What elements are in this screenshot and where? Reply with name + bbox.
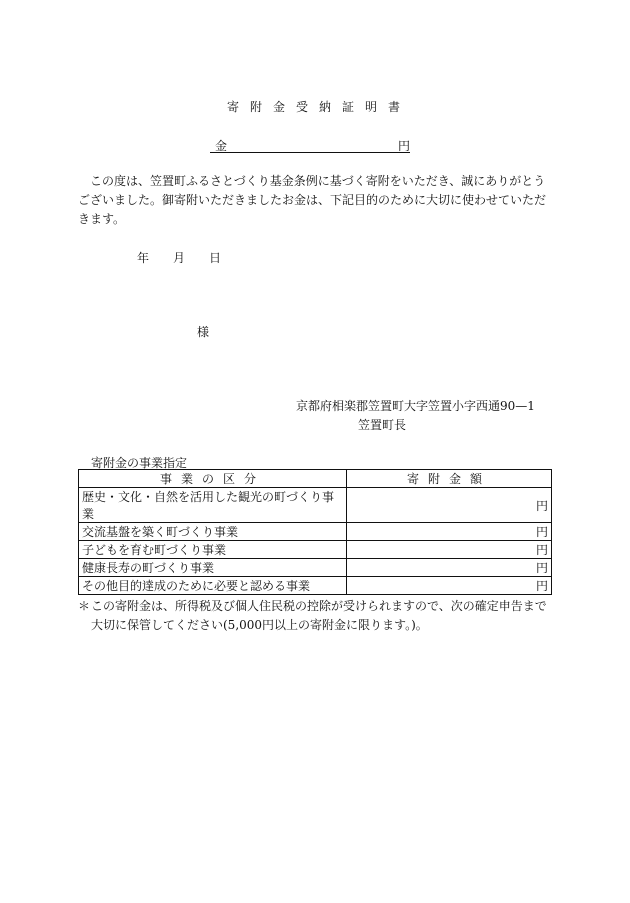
recipient-honorific: 様 <box>197 325 210 339</box>
table-row <box>79 559 552 577</box>
table-row <box>79 541 552 559</box>
note-asterisk: ＊ <box>78 599 91 613</box>
project-name: 交流基盤を築く町づくり事業 <box>79 523 347 541</box>
project-name: その他目的達成のために必要と認める事業 <box>79 577 347 595</box>
project-amount: 円 <box>347 577 552 595</box>
date-day: 日 <box>209 251 222 265</box>
project-amount: 円 <box>347 523 552 541</box>
note-text: この寄附金は、所得税及び個人住民税の控除が受けられますので、次の確定申告まで大切に保管してください(5,000円以上の寄附金に限ります。)。 <box>91 599 547 632</box>
date-line <box>137 249 221 266</box>
project-name: 子どもを育む町づくり事業 <box>79 541 347 559</box>
table-row <box>79 577 552 595</box>
amount-line <box>210 137 410 153</box>
header-amount: 寄附金額 <box>347 470 552 488</box>
project-amount: 円 <box>347 541 552 559</box>
project-table <box>78 469 552 595</box>
date-year: 年 <box>137 251 150 265</box>
project-name: 健康長寿の町づくり事業 <box>79 559 347 577</box>
project-amount: 円 <box>347 559 552 577</box>
date-month: 月 <box>173 251 186 265</box>
table-row <box>79 523 552 541</box>
project-amount: 円 <box>347 488 552 523</box>
project-name: 歴史・文化・自然を活用した観光の町づくり事業 <box>79 488 347 523</box>
document-title: 寄附金受納証明書 <box>226 100 411 114</box>
table-caption: 寄附金の事業指定 <box>91 456 188 470</box>
issuer-address: 京都府相楽郡笠置町大字笠置小字西通90—1 <box>296 399 535 413</box>
header-category: 事業の区分 <box>79 470 347 488</box>
table-header-row <box>79 470 552 488</box>
amount-suffix: 円 <box>397 139 410 153</box>
thanks-paragraph: この度は、笠置町ふるさとづくり基金条例に基づく寄附をいただき、誠にありがとうございました。御寄附いただきましたお金は、下記目的のために大切に使わせていただきます。 <box>78 174 547 226</box>
table-row <box>79 488 552 523</box>
amount-prefix: 金 <box>215 139 228 153</box>
issuer-name: 笠置町長 <box>358 418 407 432</box>
